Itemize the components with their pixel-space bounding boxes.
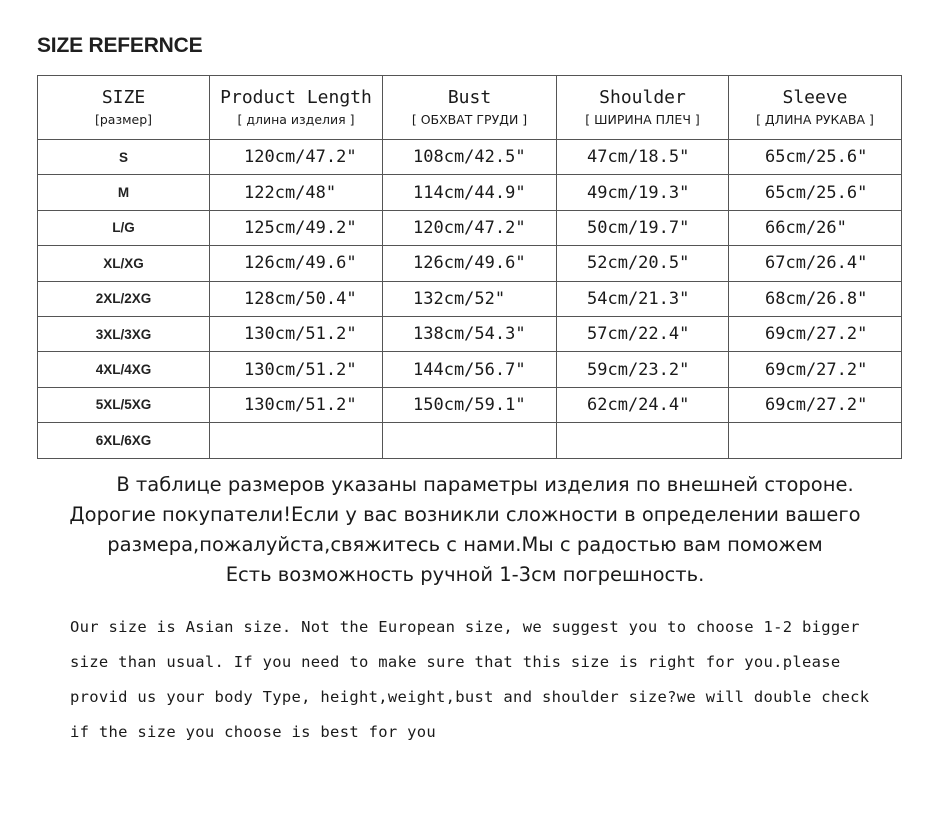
shoulder-cell: 49cm/19.3" <box>557 175 729 210</box>
length-cell: 128cm/50.4" <box>210 281 383 316</box>
length-cell: 130cm/51.2" <box>210 316 383 351</box>
shoulder-cell: 50cm/19.7" <box>557 210 729 245</box>
length-cell: 126cm/49.6" <box>210 246 383 281</box>
header-shoulder <box>557 76 729 140</box>
table-row <box>38 175 902 210</box>
en-note-line: provid us your body Type, height,weight,bust and shoulder size?we will double check <box>70 688 870 706</box>
length-cell: 130cm/51.2" <box>210 387 383 422</box>
page-title: SIZE REFERNCE <box>37 34 203 57</box>
sleeve-cell: 65cm/25.6" <box>729 175 902 210</box>
table-header-row <box>38 76 902 140</box>
header-shoulder-en: Shoulder <box>599 86 686 108</box>
size-cell: 3XL/3XG <box>38 316 210 351</box>
sleeve-cell: 67cm/26.4" <box>729 246 902 281</box>
en-note-line: size than usual. If you need to make sure that this size is right for you.please <box>70 653 841 671</box>
size-cell: M <box>38 175 210 210</box>
bust-cell: 108cm/42.5" <box>383 140 557 175</box>
size-cell: XL/XG <box>38 246 210 281</box>
header-sleeve-en: Sleeve <box>782 86 848 108</box>
shoulder-cell: 52cm/20.5" <box>557 246 729 281</box>
ru-note-line: В таблице размеров указаны параметры изделия по внешней стороне. <box>116 473 854 496</box>
table-row <box>38 140 902 175</box>
shoulder-cell: 57cm/22.4" <box>557 316 729 351</box>
size-cell: 4XL/4XG <box>38 352 210 387</box>
bust-cell <box>383 423 557 458</box>
header-sleeve <box>729 76 902 140</box>
size-cell: 6XL/6XG <box>38 423 210 458</box>
bust-cell: 120cm/47.2" <box>383 210 557 245</box>
sleeve-cell: 65cm/25.6" <box>729 140 902 175</box>
shoulder-cell: 62cm/24.4" <box>557 387 729 422</box>
bust-cell: 138cm/54.3" <box>383 316 557 351</box>
sleeve-cell: 69cm/27.2" <box>729 387 902 422</box>
sleeve-cell: 69cm/27.2" <box>729 352 902 387</box>
table-body <box>38 76 902 459</box>
table-row <box>38 281 902 316</box>
bust-cell: 132cm/52" <box>383 281 557 316</box>
header-shoulder-ru: [ ШИРИНА ПЛЕЧ ] <box>585 111 700 127</box>
bust-cell: 126cm/49.6" <box>383 246 557 281</box>
sleeve-cell <box>729 423 902 458</box>
ru-note-line: Есть возможность ручной 1-3см погрешность. <box>225 563 705 586</box>
size-cell: L/G <box>38 210 210 245</box>
table-row <box>38 387 902 422</box>
table-row <box>38 352 902 387</box>
en-note-line: if the size you choose is best for you <box>70 723 437 741</box>
shoulder-cell <box>557 423 729 458</box>
sleeve-cell: 66cm/26" <box>729 210 902 245</box>
size-chart-table <box>37 75 902 459</box>
length-cell: 125cm/49.2" <box>210 210 383 245</box>
shoulder-cell: 47cm/18.5" <box>557 140 729 175</box>
en-note-line: Our size is Asian size. Not the European size, we suggest you to choose 1-2 bigger <box>70 618 860 636</box>
bust-cell: 150cm/59.1" <box>383 387 557 422</box>
size-cell: 2XL/2XG <box>38 281 210 316</box>
length-cell <box>210 423 383 458</box>
size-cell: S <box>38 140 210 175</box>
ru-note-line: Дорогие покупатели!Если у вас возникли сложности в определении вашего <box>69 503 861 526</box>
header-bust-en: Bust <box>447 86 492 108</box>
sleeve-cell: 69cm/27.2" <box>729 316 902 351</box>
header-size-ru: [размер] <box>94 111 153 127</box>
header-bust <box>383 76 557 140</box>
table-row <box>38 423 902 458</box>
header-length <box>210 76 383 140</box>
shoulder-cell: 59cm/23.2" <box>557 352 729 387</box>
header-size-en: SIZE <box>101 86 146 108</box>
bust-cell: 144cm/56.7" <box>383 352 557 387</box>
header-length-en: Product Length <box>220 86 372 108</box>
ru-note-line: размера,пожалуйста,свяжитесь с нами.Мы с радостью вам поможем <box>107 533 823 556</box>
header-bust-ru: [ ОБХВАТ ГРУДИ ] <box>411 111 528 127</box>
header-sleeve-ru: [ ДЛИНА РУКАВА ] <box>756 111 874 127</box>
shoulder-cell: 54cm/21.3" <box>557 281 729 316</box>
table-row <box>38 210 902 245</box>
bust-cell: 114cm/44.9" <box>383 175 557 210</box>
sleeve-cell: 68cm/26.8" <box>729 281 902 316</box>
length-cell: 122cm/48" <box>210 175 383 210</box>
size-cell: 5XL/5XG <box>38 387 210 422</box>
english-note <box>70 610 915 750</box>
table-row <box>38 316 902 351</box>
header-length-ru: [ длина изделия ] <box>237 111 355 127</box>
length-cell: 130cm/51.2" <box>210 352 383 387</box>
length-cell: 120cm/47.2" <box>210 140 383 175</box>
header-size <box>38 76 210 140</box>
table-row <box>38 246 902 281</box>
russian-notes <box>0 470 930 590</box>
